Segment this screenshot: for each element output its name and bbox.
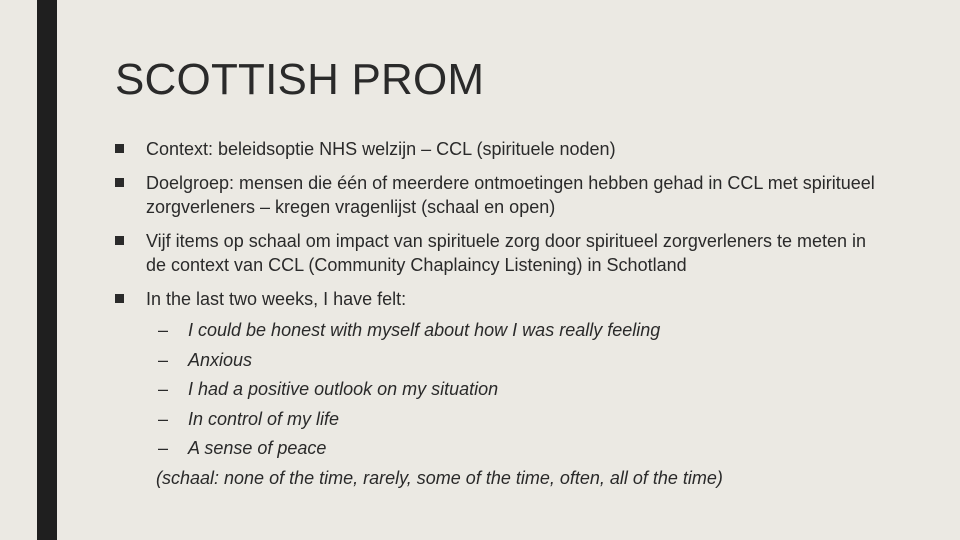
- left-accent-bar: [37, 0, 57, 540]
- bullet-text: Doelgroep: mensen die één of meerdere ontmoetingen hebben gehad in CCL met spiritueel zorgverleners – kregen vragenlijst (schaal en open): [146, 173, 875, 217]
- square-bullet-icon: [115, 178, 124, 187]
- bullet-text: In the last two weeks, I have felt:: [146, 289, 407, 309]
- bullet-doelgroep: [115, 171, 875, 219]
- prom-item-text: Anxious: [188, 349, 253, 370]
- prom-item-text: In control of my life: [188, 408, 340, 429]
- bullet-text: Context: beleidsoptie NHS welzijn – CCL (spirituele noden): [146, 139, 616, 159]
- dash-bullet: –: [158, 438, 169, 458]
- dash-bullet: –: [158, 349, 169, 370]
- dash-bullet: –: [158, 408, 169, 429]
- square-bullet-icon: [115, 144, 124, 153]
- slide-title: SCOTTISH PROM: [115, 55, 485, 104]
- dash-bullet: –: [158, 320, 169, 340]
- bullet-last-two-weeks: [115, 287, 875, 493]
- prom-item-text: I could be honest with myself about how I was really feeling: [188, 320, 661, 340]
- scale-note: (schaal: none of the time, rarely, some of the time, often, all of the time): [156, 467, 723, 488]
- prom-item-text: A sense of peace: [188, 438, 327, 458]
- square-bullet-icon: [115, 294, 124, 303]
- bullet-list: [115, 137, 875, 503]
- prom-item-text: I had a positive outlook on my situation: [188, 379, 499, 399]
- prom-item-list: [158, 316, 875, 493]
- square-bullet-icon: [115, 236, 124, 245]
- dash-bullet: –: [158, 379, 169, 399]
- prom-item: [158, 405, 875, 435]
- bullet-context: [115, 137, 875, 161]
- prom-item: [158, 375, 875, 405]
- bullet-text: Vijf items op schaal om impact van spirituele zorg door spiritueel zorgverleners te meten in de context van CCL (Community Chaplaincy Listening) in Schotland: [146, 231, 866, 275]
- prom-item: [158, 346, 875, 376]
- bullet-vijf-items: [115, 229, 875, 277]
- prom-item: [158, 434, 875, 464]
- prom-item: [158, 316, 875, 346]
